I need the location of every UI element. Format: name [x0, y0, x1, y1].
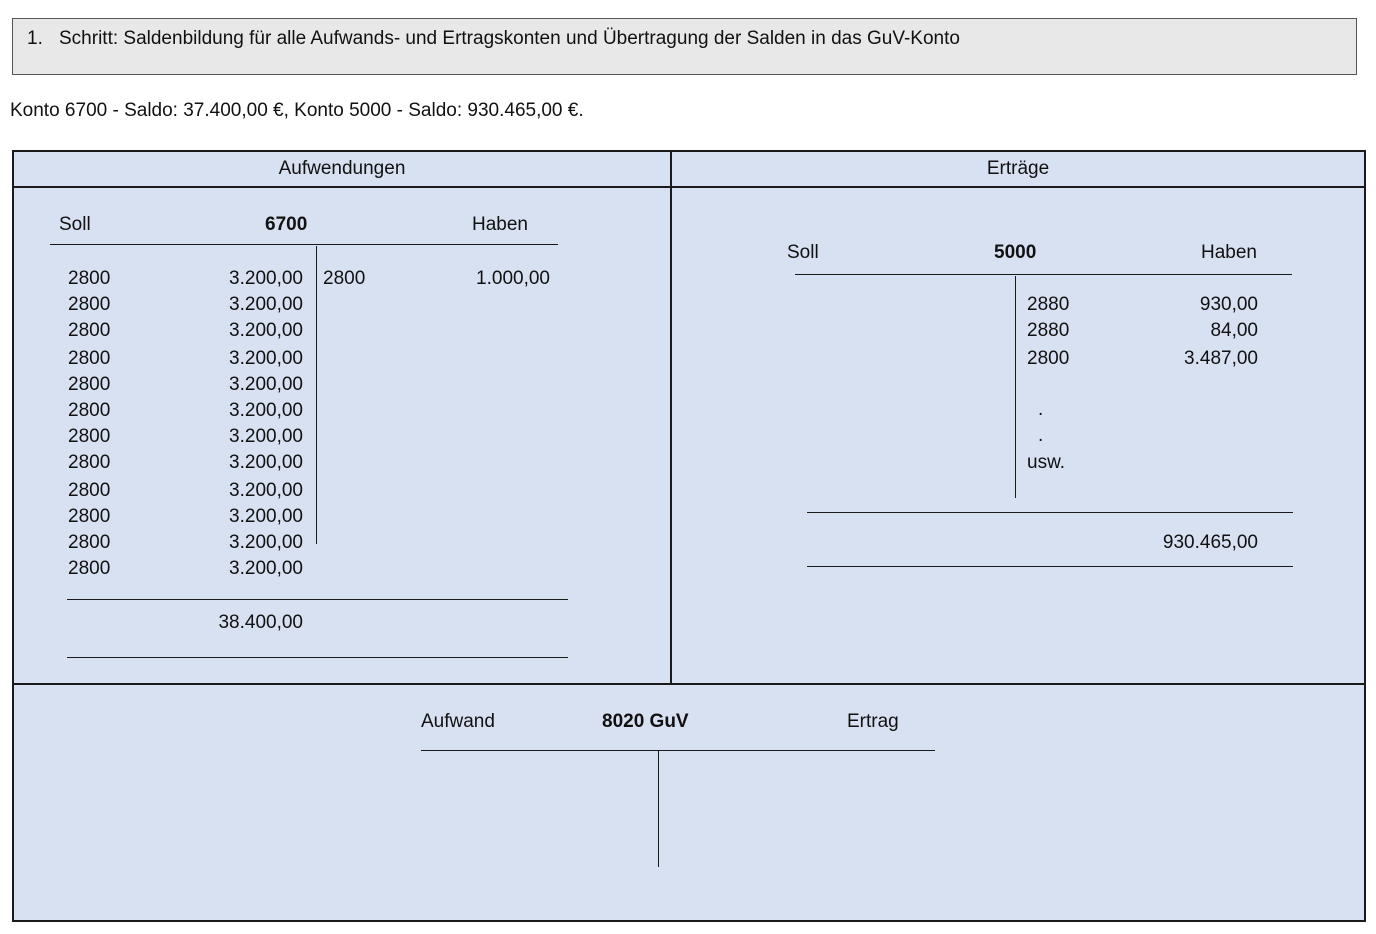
- account-6700-number: 6700: [265, 214, 308, 235]
- account-6700-debit-amount: 3.200,00: [229, 294, 303, 315]
- account-6700-debit-account: 2800: [68, 268, 111, 289]
- account-5000-continuation-dot-1: .: [1038, 399, 1044, 420]
- guv-title: 8020 GuV: [602, 711, 689, 732]
- account-6700-debit-account: 2800: [68, 452, 111, 473]
- account-5000-continuation-text: usw.: [1027, 452, 1066, 473]
- account-6700-debit-account: 2800: [68, 348, 111, 369]
- revenues-header: Erträge: [672, 152, 1364, 188]
- account-6700-debit-amount: 3.200,00: [229, 268, 303, 289]
- account-6700-debit-amount: 3.200,00: [229, 400, 303, 421]
- account-6700-t-vertical: [316, 246, 317, 544]
- account-5000-total-line-bottom: [807, 566, 1293, 567]
- account-5000-credit-label: Haben: [1201, 242, 1257, 263]
- expenses-header: Aufwendungen: [14, 152, 670, 188]
- account-6700-debit-amount: 3.200,00: [229, 452, 303, 473]
- account-6700-total: 38.400,00: [218, 612, 303, 633]
- account-6700-debit-amount: 3.200,00: [229, 348, 303, 369]
- account-6700-debit-amount: 3.200,00: [229, 532, 303, 553]
- account-5000-t-horizontal: [795, 274, 1292, 275]
- account-5000-credit-amount: 930,00: [1199, 294, 1258, 315]
- account-6700-credit-account: 2800: [323, 268, 366, 289]
- step-header-box: [12, 18, 1357, 75]
- account-6700-credit-amount: 1.000,00: [476, 268, 550, 289]
- account-6700-debit-account: 2800: [68, 400, 111, 421]
- account-5000-number: 5000: [994, 242, 1037, 263]
- account-6700-debit-label: Soll: [59, 214, 91, 235]
- account-6700-debit-account: 2800: [68, 294, 111, 315]
- step-text: Schritt: Saldenbildung für alle Aufwands- und Ertragskonten und Übertragung der Salden in das GuV-Konto: [59, 28, 960, 49]
- account-6700-debit-amount: 3.200,00: [229, 480, 303, 501]
- account-6700-debit-amount: 3.200,00: [229, 506, 303, 527]
- account-5000-total-line-top: [807, 512, 1293, 513]
- guv-panel: [12, 683, 1366, 922]
- account-6700-debit-account: 2800: [68, 532, 111, 553]
- account-5000-t-vertical: [1015, 276, 1016, 498]
- intro-text: Konto 6700 - Saldo: 37.400,00 €, Konto 5000 - Saldo: 930.465,00 €.: [10, 100, 584, 121]
- revenues-panel: [670, 150, 1366, 685]
- account-6700-debit-account: 2800: [68, 374, 111, 395]
- account-5000-credit-amount: 3.487,00: [1184, 348, 1258, 369]
- account-6700-debit-account: 2800: [68, 480, 111, 501]
- account-5000-credit-account: 2800: [1027, 348, 1070, 369]
- account-6700-debit-amount: 3.200,00: [229, 426, 303, 447]
- guv-credit-label: Ertrag: [847, 711, 899, 732]
- account-6700-debit-amount: 3.200,00: [229, 558, 303, 579]
- account-5000-debit-label: Soll: [787, 242, 819, 263]
- account-6700-debit-amount: 3.200,00: [229, 320, 303, 341]
- account-6700-t-horizontal: [50, 244, 558, 245]
- account-6700-debit-account: 2800: [68, 506, 111, 527]
- account-6700-debit-account: 2800: [68, 320, 111, 341]
- step-number: 1.: [27, 28, 43, 49]
- account-6700-debit-account: 2800: [68, 426, 111, 447]
- expenses-panel: [12, 150, 672, 685]
- account-5000-credit-account: 2880: [1027, 294, 1070, 315]
- guv-debit-label: Aufwand: [421, 711, 495, 732]
- account-6700-debit-amount: 3.200,00: [229, 374, 303, 395]
- account-6700-credit-label: Haben: [472, 214, 528, 235]
- account-5000-credit-amount: 84,00: [1210, 320, 1258, 341]
- account-6700-total-line-top: [67, 599, 568, 600]
- account-5000-continuation-dot-2: .: [1038, 425, 1044, 446]
- account-6700-debit-account: 2800: [68, 558, 111, 579]
- account-6700-total-line-bottom: [67, 657, 568, 658]
- guv-t-horizontal: [421, 750, 935, 751]
- guv-t-vertical: [658, 751, 659, 867]
- account-5000-total: 930.465,00: [1162, 532, 1258, 553]
- account-5000-credit-account: 2880: [1027, 320, 1070, 341]
